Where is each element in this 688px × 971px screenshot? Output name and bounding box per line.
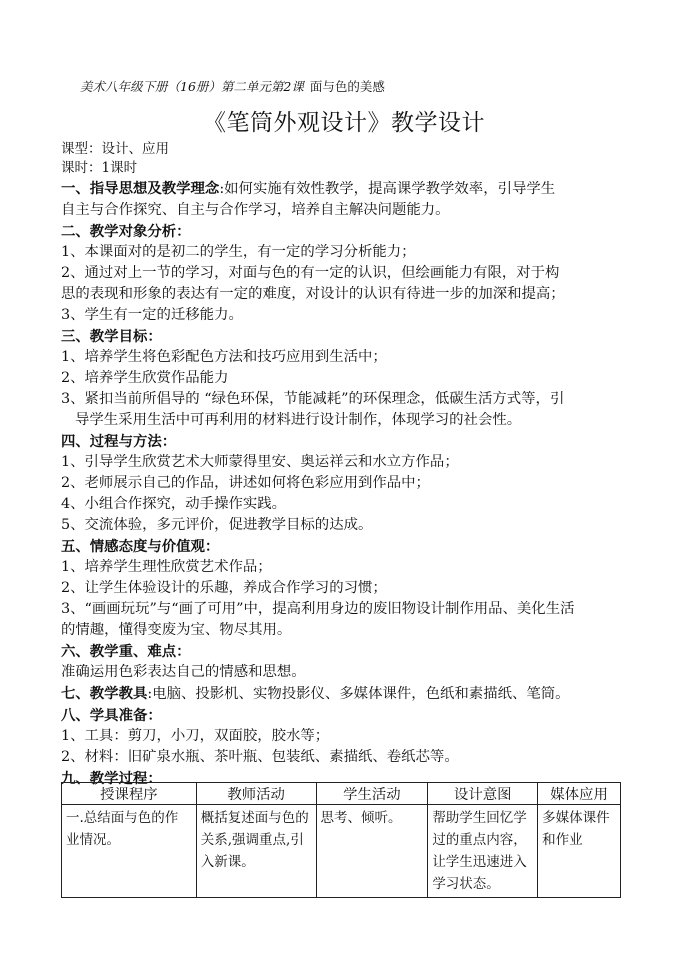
list-item: 2、材料：旧矿泉水瓶、茶叶瓶、包装纸、素描纸、卷纸芯等。 — [61, 749, 459, 765]
list-item: 1、培养学生理性欣赏艺术作品； — [61, 559, 272, 575]
list-item: 1、培养学生将色彩配色方法和技巧应用到生活中； — [61, 349, 387, 365]
section-heading: 八、学具准备： — [61, 707, 162, 724]
column-header: 设计意图 — [428, 783, 538, 805]
section-1-line-2: 自主与合作探究、自主与合作学习，培养自主解决问题能力。 — [61, 202, 450, 218]
table-cell: 思考、倾听。 — [316, 805, 428, 898]
section-heading: 九、教学过程： — [61, 770, 162, 787]
list-item: 1、引导学生欣赏艺术大师蒙得里安、奥运祥云和水立方作品； — [61, 454, 459, 470]
list-item: 2、通过对上一节的学习，对面与色的有一定的认识，但绘画能力有限，对于构 — [61, 265, 560, 281]
section-text: :如何实施有效性教学，提高课学教学效率，引导学生 — [219, 181, 556, 197]
page-header — [80, 77, 385, 95]
list-item: 1、本课面对的是初二的学生，有一定的学习分析能力； — [61, 244, 416, 260]
document-body — [61, 140, 621, 789]
table-row — [62, 805, 621, 898]
header-course: 美术八年级下册（16册）第二单元第2课 — [80, 79, 304, 94]
table-header-row — [62, 783, 621, 805]
course-type: 课型：设计、应用 — [61, 141, 169, 157]
section-heading: 三、教学目标： — [61, 328, 162, 345]
section-heading: 六、教学重、难点： — [61, 643, 191, 660]
list-item: 5、交流体验，多元评价，促进教学目标的达成。 — [61, 517, 373, 533]
section-heading: 五、情感态度与价值观： — [61, 538, 220, 555]
list-item: 4、小组合作探究，动手操作实践。 — [61, 496, 287, 512]
list-item: 3、紧扣当前所倡导的 “绿色环保，节能减耗”的环保理念，低碳生活方式等，引 — [61, 391, 565, 407]
list-item: 思的表现和形象的表达有一定的难度，对设计的认识有待进一步的加深和提高； — [61, 286, 565, 302]
table-cell: 多媒体课件和作业 — [538, 805, 621, 898]
list-item: 3、“画画玩玩”与“画了可用”中，提高利用身边的废旧物设计制作用品、美化生活 — [61, 601, 575, 617]
document-title: 《笔筒外观设计》教学设计 — [203, 110, 485, 136]
list-item: 的情趣，懂得变废为宝、物尽其用。 — [61, 622, 292, 638]
section-7-line — [61, 683, 621, 705]
section-text: 准确运用色彩表达自己的情感和思想。 — [61, 664, 306, 680]
column-header: 媒体应用 — [538, 783, 621, 805]
column-header: 学生活动 — [316, 783, 428, 805]
list-item: 2、老师展示自己的作品，讲述如何将色彩应用到作品中； — [61, 475, 430, 491]
column-header: 授课程序 — [62, 783, 197, 805]
header-topic: 面与色的美感 — [309, 79, 385, 94]
table-cell: 一.总结面与色的作业情况。 — [62, 805, 197, 898]
section-heading: 四、过程与方法： — [61, 433, 177, 450]
section-heading: 二、教学对象分析： — [61, 223, 191, 240]
list-item: 2、让学生体验设计的乐趣，养成合作学习的习惯； — [61, 580, 387, 596]
teaching-process-table — [61, 782, 621, 898]
list-item: 导学生采用生活中可再利用的材料进行设计制作，体现学习的社会性。 — [75, 412, 522, 428]
section-text: :电脑、投影机、实物投影仪、多媒体课件，色纸和素描纸、笔筒。 — [147, 686, 570, 702]
section-heading: 一、指导思想及教学理念 — [61, 180, 220, 197]
table-cell: 概括复述面与色的关系,强调重点,引入新课。 — [196, 805, 316, 898]
list-item: 1、工具：剪刀，小刀，双面胶，胶水等； — [61, 728, 330, 744]
list-item: 3、学生有一定的迁移能力。 — [61, 307, 243, 323]
table-cell: 帮助学生回忆学过的重点内容，让学生迅速进入学习状态。 — [428, 805, 538, 898]
column-header: 教师活动 — [196, 783, 316, 805]
list-item: 2、培养学生欣赏作品能力 — [61, 370, 229, 386]
section-heading: 七、教学教具 — [61, 685, 148, 702]
course-hours: 课时：1课时 — [61, 160, 138, 176]
section-1-line — [61, 178, 621, 200]
